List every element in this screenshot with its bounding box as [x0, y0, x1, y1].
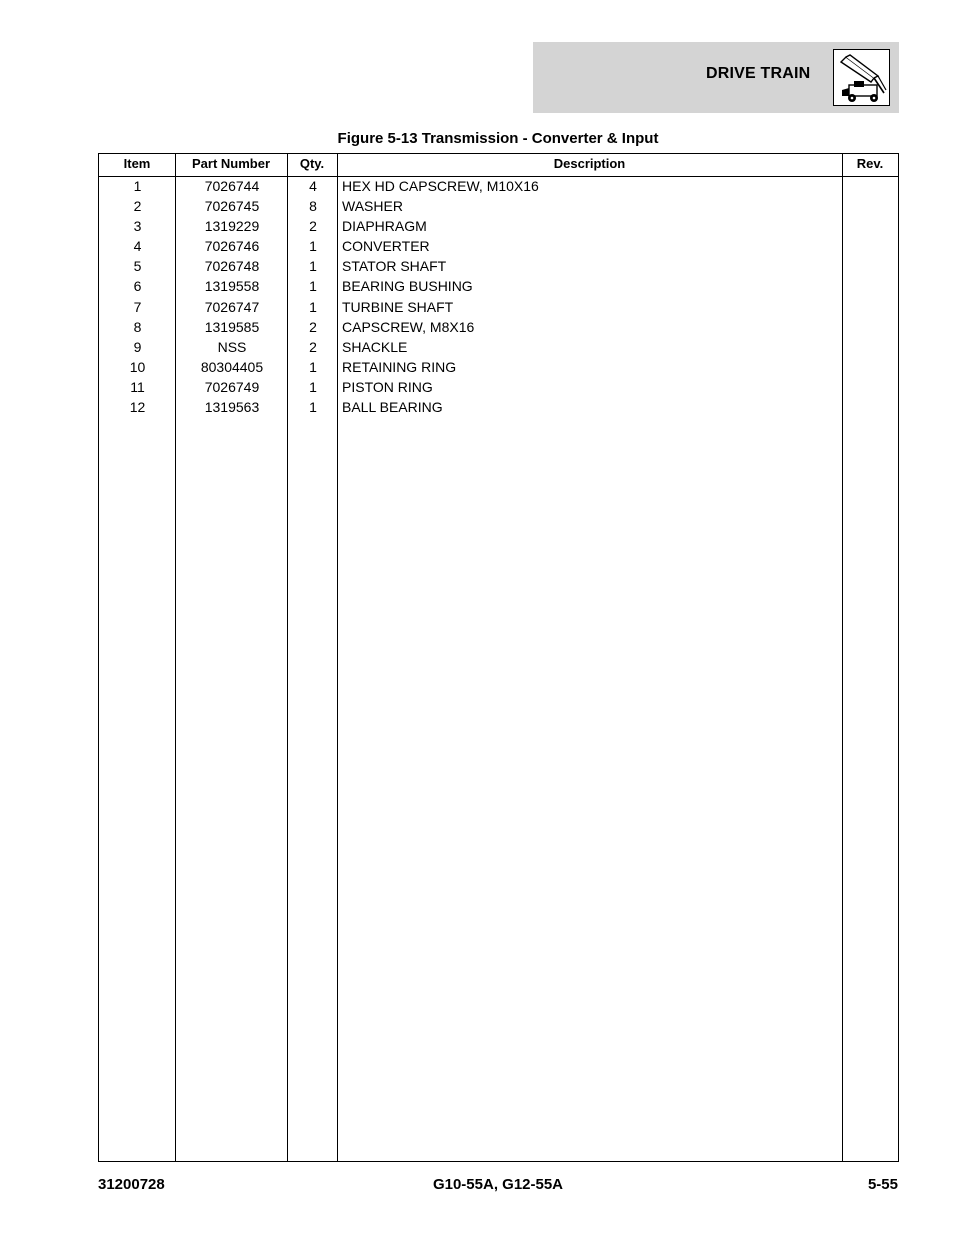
part-number-cell: 7026747	[204, 298, 260, 315]
item-cell: 11	[130, 378, 145, 395]
item-cell: 4	[133, 238, 142, 255]
part-number-cell: 1319558	[204, 278, 260, 295]
table-row	[99, 176, 898, 196]
item-cell: 10	[129, 358, 146, 375]
description-cell: BEARING BUSHING	[342, 278, 473, 295]
page-number: 5-55	[867, 1176, 898, 1193]
item-cell: 3	[133, 218, 142, 235]
item-cell: 2	[133, 198, 142, 215]
qty-cell: 2	[309, 218, 317, 235]
qty-cell: 4	[309, 178, 317, 194]
table-row	[99, 236, 898, 256]
column-header-description: Description	[553, 156, 626, 171]
part-number-cell: 7026749	[204, 378, 260, 395]
figure-title: Figure 5-13 Transmission - Converter & Input	[337, 130, 659, 147]
table-row	[99, 357, 898, 377]
column-header-item: Item	[123, 156, 151, 171]
part-number-cell: 7026746	[204, 238, 260, 255]
forklift-icon	[833, 49, 890, 106]
part-number-cell: 1319229	[204, 218, 260, 235]
description-cell: RETAINING RING	[342, 358, 457, 375]
description-cell: CONVERTER	[342, 238, 430, 255]
description-cell: PISTON RING	[342, 378, 433, 395]
table-row	[99, 216, 898, 236]
qty-cell: 1	[309, 399, 317, 416]
part-number-cell: 7026748	[204, 258, 260, 275]
part-number-cell: NSS	[217, 338, 247, 355]
item-cell: 9	[133, 338, 142, 355]
item-cell: 5	[133, 258, 142, 275]
description-cell: WASHER	[342, 198, 403, 215]
qty-cell: 1	[309, 378, 317, 395]
table-row	[99, 196, 898, 216]
item-cell: 1	[133, 178, 142, 194]
description-cell: SHACKLE	[342, 338, 408, 355]
item-cell: 12	[129, 399, 146, 416]
table-row	[99, 337, 898, 357]
column-header-part-number: Part Number	[191, 156, 271, 171]
qty-cell: 1	[309, 258, 317, 275]
item-cell: 6	[133, 278, 142, 295]
qty-cell: 2	[309, 318, 317, 335]
parts-table	[98, 153, 899, 1162]
description-cell: TURBINE SHAFT	[342, 298, 454, 315]
section-title: DRIVE TRAIN	[706, 65, 811, 82]
qty-cell: 8	[309, 198, 317, 215]
description-cell: CAPSCREW, M8X16	[342, 318, 475, 335]
description-cell: DIAPHRAGM	[342, 218, 427, 235]
table-row	[99, 276, 898, 296]
table-row	[99, 377, 898, 397]
table-row	[99, 256, 898, 276]
qty-cell: 1	[309, 298, 317, 315]
item-cell: 8	[133, 318, 142, 335]
description-cell: HEX HD CAPSCREW, M10X16	[342, 178, 539, 194]
part-number-cell: 7026744	[204, 178, 260, 194]
part-number-cell: 7026745	[204, 198, 260, 215]
description-cell: STATOR SHAFT	[342, 258, 447, 275]
model-numbers: G10-55A, G12-55A	[432, 1176, 564, 1193]
qty-cell: 1	[309, 278, 317, 295]
qty-cell: 2	[309, 338, 317, 355]
part-number-cell: 1319585	[204, 318, 260, 335]
part-number-cell: 1319563	[204, 399, 260, 416]
column-header-qty: Qty.	[299, 156, 325, 171]
document-number: 31200728	[98, 1176, 165, 1193]
table-row	[99, 297, 898, 317]
part-number-cell: 80304405	[200, 358, 264, 375]
column-header-rev: Rev.	[856, 156, 884, 171]
description-cell: BALL BEARING	[342, 399, 443, 416]
table-row	[99, 317, 898, 337]
qty-cell: 1	[309, 238, 317, 255]
table-body	[99, 176, 898, 417]
qty-cell: 1	[309, 358, 317, 375]
table-row	[99, 397, 898, 417]
item-cell: 7	[133, 298, 142, 315]
